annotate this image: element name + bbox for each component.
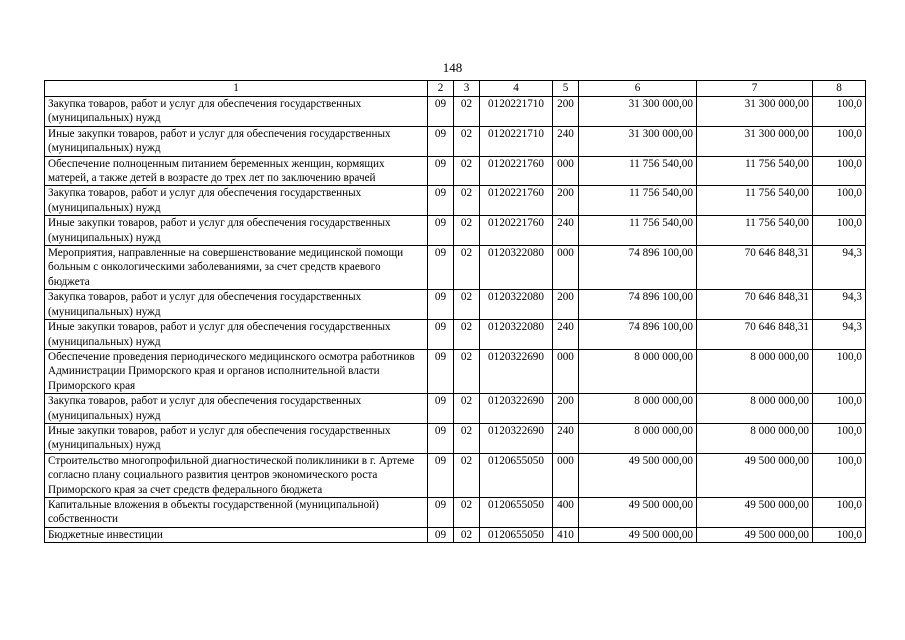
executed-amount: 8 000 000,00	[697, 423, 813, 453]
execution-percent: 94,3	[813, 320, 866, 350]
table-row	[45, 423, 866, 453]
executed-amount: 8 000 000,00	[697, 394, 813, 424]
target-article-code: 0120655050	[480, 497, 553, 527]
planned-amount: 74 896 100,00	[579, 290, 697, 320]
planned-amount: 8 000 000,00	[579, 349, 697, 393]
subsection-code: 02	[454, 216, 480, 246]
subsection-code: 02	[454, 246, 480, 290]
executed-amount: 70 646 848,31	[697, 320, 813, 350]
table-row	[45, 320, 866, 350]
table-body	[45, 97, 866, 543]
planned-amount: 49 500 000,00	[579, 453, 697, 497]
row-description: Иные закупки товаров, работ и услуг для обеспечения государственных (муниципальных) нужд	[45, 126, 428, 156]
table-row	[45, 497, 866, 527]
execution-percent: 94,3	[813, 290, 866, 320]
section-code: 09	[428, 320, 454, 350]
target-article-code: 0120322080	[480, 246, 553, 290]
expense-type-code: 410	[553, 527, 579, 542]
column-header: 5	[553, 81, 579, 97]
column-header: 1	[45, 81, 428, 97]
table-row	[45, 453, 866, 497]
subsection-code: 02	[454, 126, 480, 156]
planned-amount: 8 000 000,00	[579, 423, 697, 453]
target-article-code: 0120221760	[480, 216, 553, 246]
planned-amount: 49 500 000,00	[579, 527, 697, 542]
executed-amount: 31 300 000,00	[697, 97, 813, 127]
subsection-code: 02	[454, 497, 480, 527]
section-code: 09	[428, 186, 454, 216]
executed-amount: 11 756 540,00	[697, 186, 813, 216]
table-row	[45, 527, 866, 542]
execution-percent: 100,0	[813, 97, 866, 127]
row-description: Строительство многопрофильной диагностической поликлиники в г. Артеме согласно плану социального развития центров экономического роста Приморского края за счет средств федерального бюджета	[45, 453, 428, 497]
table-row	[45, 349, 866, 393]
expense-type-code: 240	[553, 423, 579, 453]
table-row	[45, 246, 866, 290]
executed-amount: 70 646 848,31	[697, 246, 813, 290]
section-code: 09	[428, 527, 454, 542]
planned-amount: 74 896 100,00	[579, 246, 697, 290]
page-number: 148	[442, 60, 463, 75]
table-row	[45, 126, 866, 156]
expense-type-code: 200	[553, 290, 579, 320]
planned-amount: 31 300 000,00	[579, 126, 697, 156]
executed-amount: 31 300 000,00	[697, 126, 813, 156]
target-article-code: 0120322080	[480, 320, 553, 350]
row-description: Иные закупки товаров, работ и услуг для обеспечения государственных (муниципальных) нужд	[45, 320, 428, 350]
target-article-code: 0120322690	[480, 423, 553, 453]
planned-amount: 11 756 540,00	[579, 216, 697, 246]
target-article-code: 0120221760	[480, 186, 553, 216]
target-article-code: 0120655050	[480, 527, 553, 542]
planned-amount: 11 756 540,00	[579, 156, 697, 186]
expense-type-code: 240	[553, 320, 579, 350]
row-description: Иные закупки товаров, работ и услуг для обеспечения государственных (муниципальных) нужд	[45, 216, 428, 246]
planned-amount: 11 756 540,00	[579, 186, 697, 216]
table-row	[45, 186, 866, 216]
section-code: 09	[428, 394, 454, 424]
expense-type-code: 000	[553, 246, 579, 290]
row-description: Мероприятия, направленные на совершенствование медицинской помощи больным с онкологическими заболеваниями, за счет средств краевого бюджета	[45, 246, 428, 290]
target-article-code: 0120221760	[480, 156, 553, 186]
planned-amount: 31 300 000,00	[579, 97, 697, 127]
execution-percent: 100,0	[813, 216, 866, 246]
expense-type-code: 400	[553, 497, 579, 527]
column-header: 8	[813, 81, 866, 97]
subsection-code: 02	[454, 320, 480, 350]
planned-amount: 74 896 100,00	[579, 320, 697, 350]
expense-type-code: 240	[553, 216, 579, 246]
section-code: 09	[428, 349, 454, 393]
row-description: Капитальные вложения в объекты государственной (муниципальной) собственности	[45, 497, 428, 527]
budget-table	[44, 80, 866, 543]
row-description: Бюджетные инвестиции	[45, 527, 428, 542]
executed-amount: 11 756 540,00	[697, 156, 813, 186]
table-row	[45, 97, 866, 127]
row-description: Закупка товаров, работ и услуг для обеспечения государственных (муниципальных) нужд	[45, 186, 428, 216]
executed-amount: 49 500 000,00	[697, 453, 813, 497]
column-header: 2	[428, 81, 454, 97]
section-code: 09	[428, 290, 454, 320]
planned-amount: 49 500 000,00	[579, 497, 697, 527]
executed-amount: 8 000 000,00	[697, 349, 813, 393]
row-description: Закупка товаров, работ и услуг для обеспечения государственных (муниципальных) нужд	[45, 97, 428, 127]
table-row	[45, 216, 866, 246]
target-article-code: 0120221710	[480, 97, 553, 127]
executed-amount: 70 646 848,31	[697, 290, 813, 320]
target-article-code: 0120655050	[480, 453, 553, 497]
section-code: 09	[428, 246, 454, 290]
expense-type-code: 000	[553, 156, 579, 186]
section-code: 09	[428, 156, 454, 186]
table-row	[45, 394, 866, 424]
subsection-code: 02	[454, 453, 480, 497]
planned-amount: 8 000 000,00	[579, 394, 697, 424]
target-article-code: 0120322690	[480, 349, 553, 393]
table-row	[45, 290, 866, 320]
executed-amount: 49 500 000,00	[697, 497, 813, 527]
execution-percent: 100,0	[813, 349, 866, 393]
section-code: 09	[428, 216, 454, 246]
subsection-code: 02	[454, 97, 480, 127]
expense-type-code: 200	[553, 394, 579, 424]
execution-percent: 94,3	[813, 246, 866, 290]
target-article-code: 0120322080	[480, 290, 553, 320]
column-header: 6	[579, 81, 697, 97]
column-header: 4	[480, 81, 553, 97]
subsection-code: 02	[454, 349, 480, 393]
subsection-code: 02	[454, 423, 480, 453]
expense-type-code: 200	[553, 97, 579, 127]
row-description: Закупка товаров, работ и услуг для обеспечения государственных (муниципальных) нужд	[45, 290, 428, 320]
expense-type-code: 240	[553, 126, 579, 156]
execution-percent: 100,0	[813, 497, 866, 527]
subsection-code: 02	[454, 394, 480, 424]
table-row	[45, 156, 866, 186]
column-header: 3	[454, 81, 480, 97]
row-description: Иные закупки товаров, работ и услуг для обеспечения государственных (муниципальных) нужд	[45, 423, 428, 453]
target-article-code: 0120221710	[480, 126, 553, 156]
section-code: 09	[428, 126, 454, 156]
subsection-code: 02	[454, 527, 480, 542]
row-description: Закупка товаров, работ и услуг для обеспечения государственных (муниципальных) нужд	[45, 394, 428, 424]
row-description: Обеспечение полноценным питанием беременных женщин, кормящих матерей, а также детей в возрасте до трех лет по заключению врачей	[45, 156, 428, 186]
executed-amount: 49 500 000,00	[697, 527, 813, 542]
section-code: 09	[428, 423, 454, 453]
section-code: 09	[428, 497, 454, 527]
expense-type-code: 000	[553, 453, 579, 497]
execution-percent: 100,0	[813, 126, 866, 156]
execution-percent: 100,0	[813, 423, 866, 453]
row-description: Обеспечение проведения периодического медицинского осмотра работников Администрации Приморского края и органов исполнительной власти Приморского края	[45, 349, 428, 393]
target-article-code: 0120322690	[480, 394, 553, 424]
execution-percent: 100,0	[813, 453, 866, 497]
section-code: 09	[428, 97, 454, 127]
section-code: 09	[428, 453, 454, 497]
executed-amount: 11 756 540,00	[697, 216, 813, 246]
subsection-code: 02	[454, 290, 480, 320]
column-header: 7	[697, 81, 813, 97]
subsection-code: 02	[454, 156, 480, 186]
table-header-row	[45, 81, 866, 97]
expense-type-code: 000	[553, 349, 579, 393]
execution-percent: 100,0	[813, 186, 866, 216]
expense-type-code: 200	[553, 186, 579, 216]
execution-percent: 100,0	[813, 156, 866, 186]
execution-percent: 100,0	[813, 394, 866, 424]
execution-percent: 100,0	[813, 527, 866, 542]
subsection-code: 02	[454, 186, 480, 216]
